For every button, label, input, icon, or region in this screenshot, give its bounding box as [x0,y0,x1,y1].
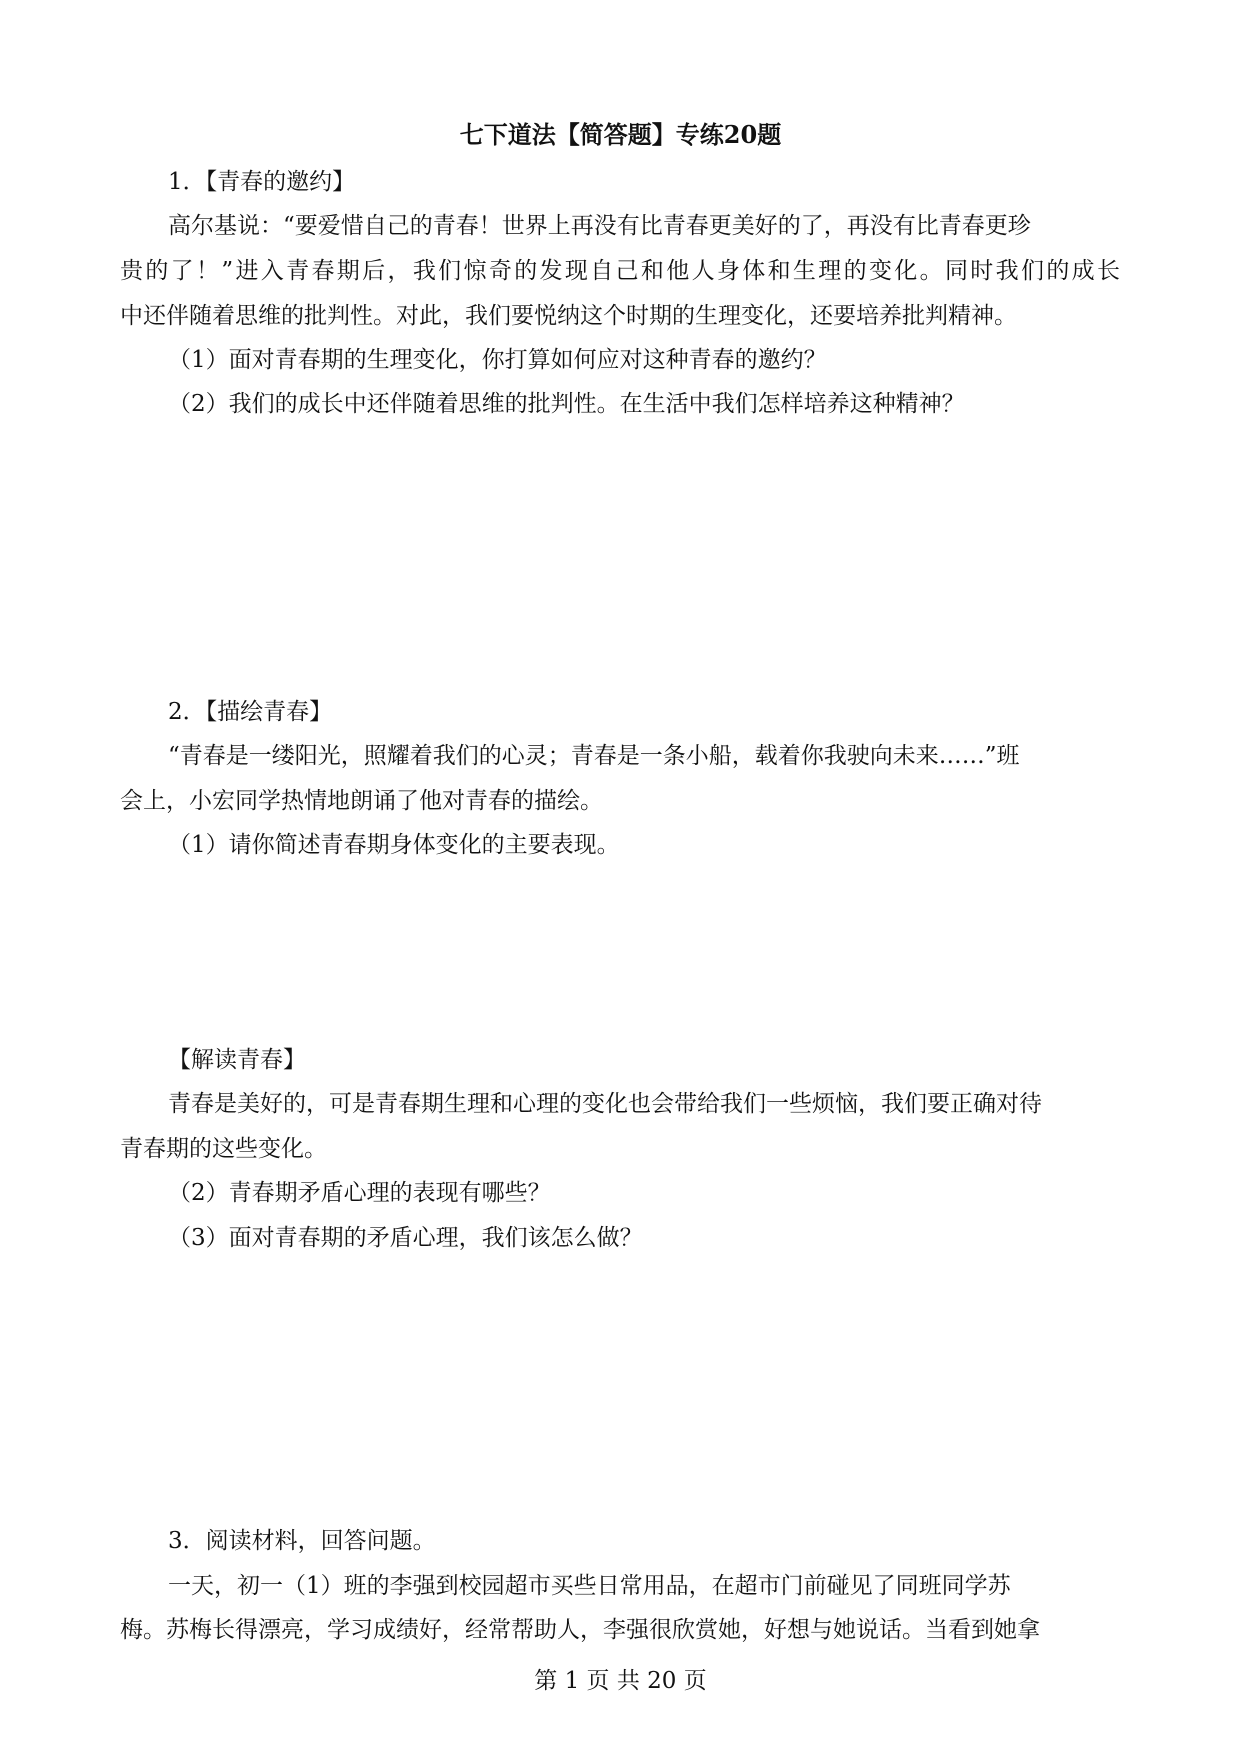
question-3-heading: 3．阅读材料，回答问题。 [168,1528,436,1554]
page-footer: 第 1 页 共 20 页 [534,1668,707,1694]
question-2-part-2-material-line-2: 青春期的这些变化。 [120,1136,327,1162]
question-1-material-line-3: 中还伴随着思维的批判性。对此，我们要悦纳这个时期的生理变化，还要培养批判精神。 [120,303,1017,329]
question-2-heading: 2．【描绘青春】 [168,699,333,725]
question-2-part-2-material-line-1: 青春是美好的，可是青春期生理和心理的变化也会带给我们一些烦恼，我们要正确对待 [168,1091,1042,1117]
question-1-material-line-2: 贵的了！”进入青春期后，我们惊奇的发现自己和他人身体和生理的变化。同时我们的成长 [120,258,1120,284]
question-2-sub-2: （2）青春期矛盾心理的表现有哪些？ [168,1180,551,1206]
question-2-sub-3: （3）面对青春期的矛盾心理，我们该怎么做？ [168,1225,643,1251]
question-2-sub-1: （1）请你简述青春期身体变化的主要表现。 [168,832,620,858]
document-title: 七下道法【简答题】专练20题 [459,120,782,149]
question-3-material-line-2: 梅。苏梅长得漂亮，学习成绩好，经常帮助人，李强很欣赏她，好想与她说话。当看到她拿 [120,1617,1040,1643]
question-2-part-2-heading: 【解读青春】 [168,1047,306,1073]
question-2-material-line-2: 会上，小宏同学热情地朗诵了他对青春的描绘。 [120,788,603,814]
question-1-sub-2: （2）我们的成长中还伴随着思维的批判性。在生活中我们怎样培养这种精神？ [168,391,965,417]
question-1-material-line-1: 高尔基说：“要爱惜自己的青春！世界上再没有比青春更美好的了，再没有比青春更珍 [168,213,1031,239]
question-3-material-line-1: 一天，初一（1）班的李强到校园超市买些日常用品，在超市门前碰见了同班同学苏 [168,1573,1011,1599]
question-1-heading: 1．【青春的邀约】 [168,169,356,195]
question-2-material-line-1: “青春是一缕阳光，照耀着我们的心灵；青春是一条小船，载着你我驶向未来……”班 [168,743,1020,769]
question-1-sub-1: （1）面对青春期的生理变化，你打算如何应对这种青春的邀约？ [168,347,827,373]
